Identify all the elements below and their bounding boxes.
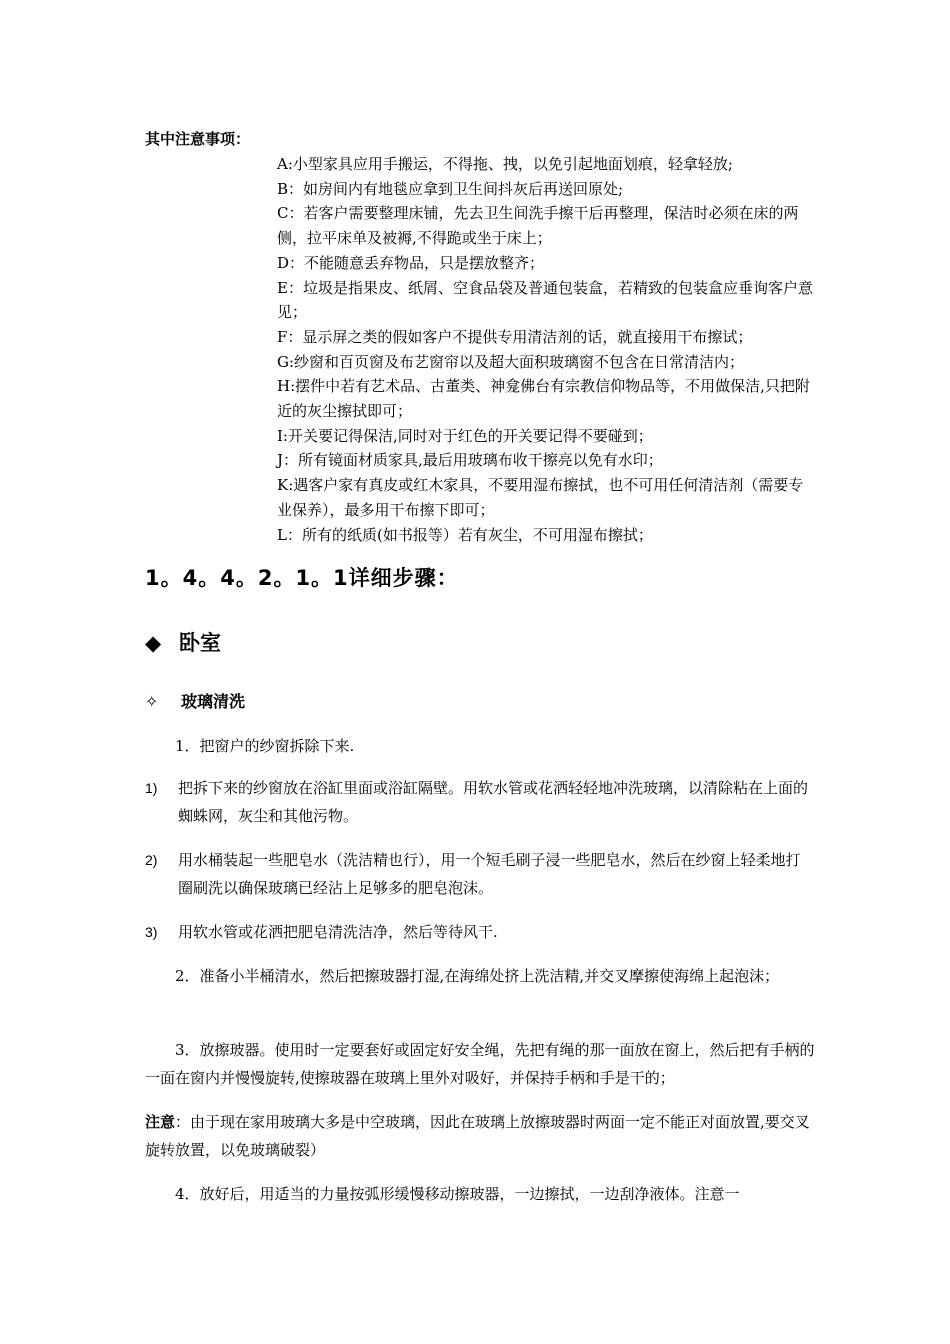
diamond-bullet-icon: ◆ — [145, 631, 162, 655]
note-paragraph — [145, 1108, 815, 1164]
note-item-f: F：显示屏之类的假如客户不提供专用清洁剂的话，就直接用干布擦试； — [277, 327, 753, 346]
note-text: ：由于现在家用玻璃大多是中空玻璃，因此在玻璃上放擦玻器时两面一定不能正对面放置,要交叉旋转放置，以免玻璃破裂） — [145, 1113, 810, 1159]
step-1: 1．把窗户的纱窗拆除下来. — [175, 737, 355, 755]
note-label: 注意 — [145, 1113, 176, 1131]
list-item-number: 1) — [145, 780, 158, 796]
sparkle-bullet-icon: ✧ — [145, 692, 159, 711]
list-item-text: 把拆下来的纱窗放在浴缸里面或浴缸隔壁。用软水管或花洒轻轻地冲洗玻璃，以清除粘在上面的蜘蛛网，灰尘和其他污物。 — [178, 779, 809, 825]
note-item-b: B：如房间内有地毯应拿到卫生间抖灰后再送回原处; — [277, 179, 624, 198]
list-item-text: 用软水管或花洒把肥皂清洗洁净，然后等待风干. — [178, 923, 498, 941]
list-item-number: 2) — [145, 852, 158, 868]
section-heading: 1。4。4。2。1。1详细步骤： — [145, 566, 459, 590]
note-item-k: K:遇客户家有真皮或红木家具，不要用湿布擦拭，也不可用任何清洁剂（需要专业保养），最多用干布擦下即可； — [277, 476, 804, 519]
note-item-c: C：若客户需要整理床铺，先去卫生间洗手擦干后再整理，保洁时必须在床的两侧，拉平床单及被褥,不得跪或坐于床上； — [277, 204, 799, 248]
notes-title: 其中注意事项： — [145, 130, 251, 148]
notes-list — [277, 152, 817, 547]
list-item-number: 3) — [145, 924, 158, 940]
list-item — [145, 774, 815, 830]
note-item-h: H:摆件中若有艺术品、古董类、神龛佛台有宗教信仰物品等，不用做保洁,只把附近的灰尘擦拭即可； — [277, 377, 810, 421]
step-3: 3．放擦玻器。使用时一定要套好或固定好安全绳，先把有绳的那一面放在窗上，然后把有手柄的一面在窗内并慢慢旋转,使擦玻器在玻璃上里外对吸好，并保持手柄和手是干的； — [145, 1041, 815, 1087]
list-item-text: 用水桶装起一些肥皂水（洗洁精也行），用一个短毛刷子浸一些肥皂水，然后在纱窗上轻柔地打圈刷洗以确保玻璃已经沾上足够多的肥皂泡沫。 — [178, 851, 801, 897]
note-item-i: I:开关要记得保洁,同时对于红色的开关要记得不要碰到； — [277, 426, 653, 445]
note-item-g: G:纱窗和百页窗及布艺窗帘以及超大面积玻璃窗不包含在日常清洁内； — [277, 352, 745, 371]
room-title: 卧室 — [179, 631, 221, 655]
list-item — [145, 846, 815, 902]
room-heading — [145, 627, 221, 657]
note-item-j: J：所有镜面材质家具,最后用玻璃布收干擦亮以免有水印； — [277, 451, 663, 470]
step-2: 2．准备小半桶清水，然后把擦玻器打湿,在海绵处挤上洗洁精,并交叉摩擦使海绵上起泡沫； — [175, 967, 780, 985]
note-item-d: D：不能随意丢弃物品，只是摆放整齐； — [277, 253, 545, 272]
note-item-l: L：所有的纸质(如书报等）若有灰尘，不可用湿布擦拭； — [277, 525, 653, 544]
note-item-e: E：垃圾是指果皮、纸屑、空食品袋及普通包装盒，若精致的包装盒应垂询客户意见； — [277, 278, 813, 322]
subsection-title: 玻璃清洗 — [181, 692, 246, 711]
step-4: 4．放好后，用适当的力量按弧形缓慢移动擦玻器，一边擦拭，一边刮净液体。注意一 — [175, 1185, 740, 1203]
note-item-a: A:小型家具应用手搬运，不得拖、拽，以免引起地面划痕，轻拿轻放; — [277, 155, 733, 173]
list-item — [145, 918, 815, 946]
subsection-heading — [145, 689, 245, 712]
